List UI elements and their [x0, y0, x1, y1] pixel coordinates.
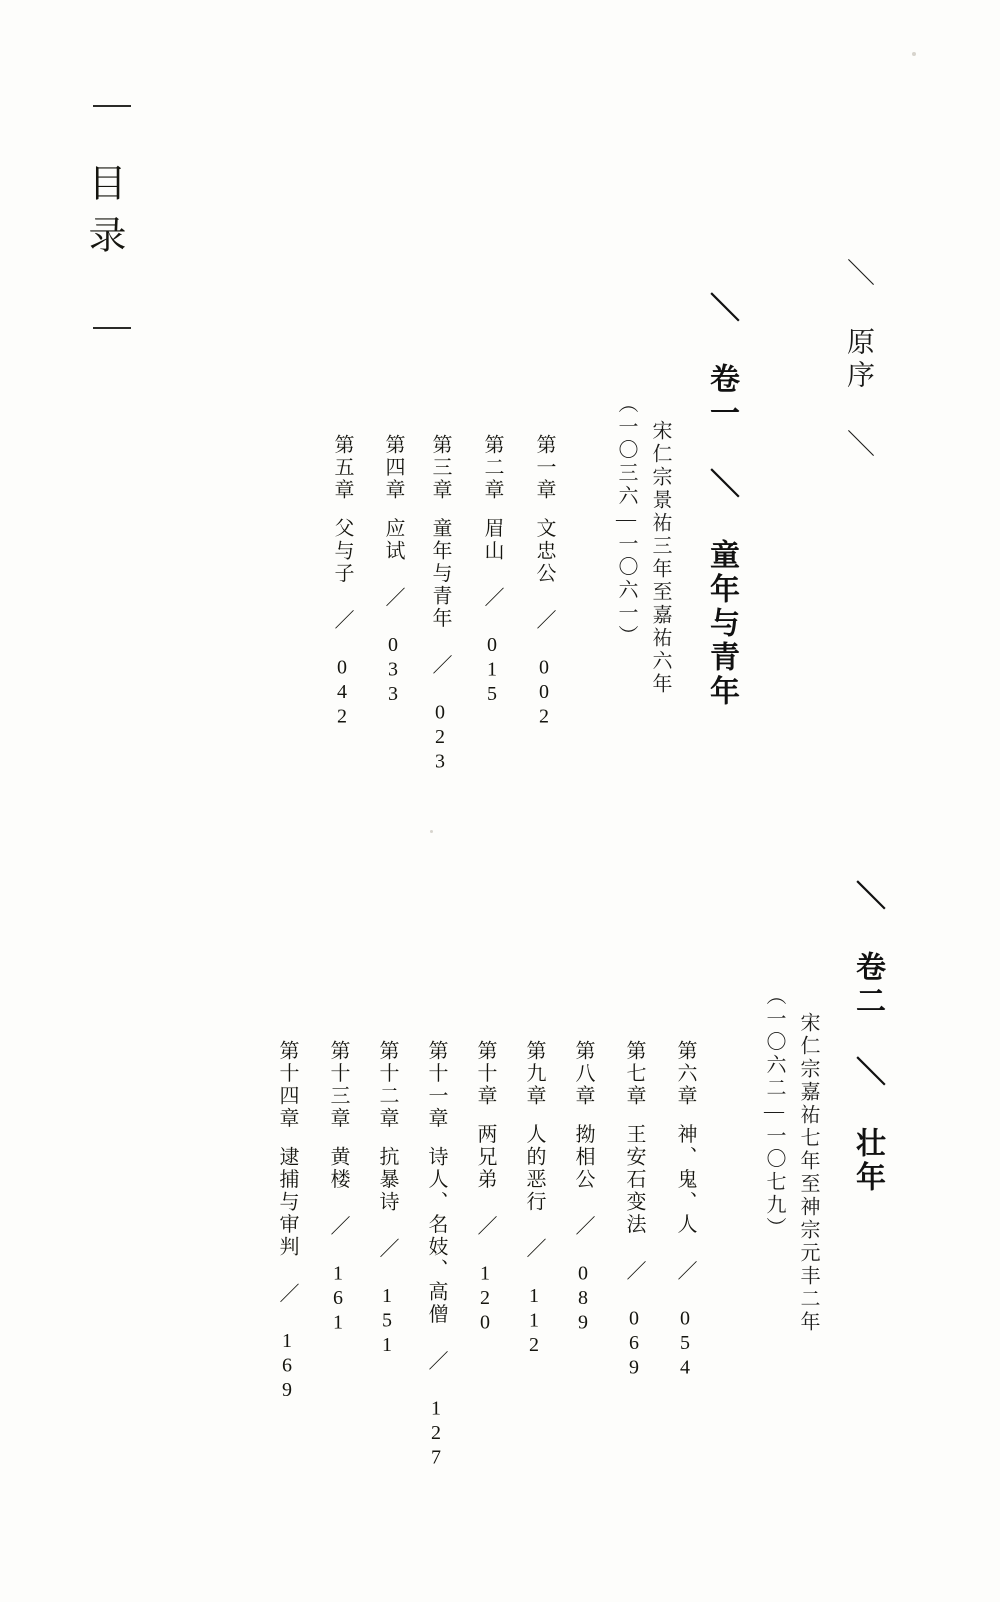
chapter-page: 033 — [382, 634, 404, 708]
toc-entry-preface[interactable]: ＼ 原序 ＼ — [843, 258, 874, 462]
chapter-number: 第十章 — [474, 1040, 496, 1108]
chapter-title: 人的恶行 — [523, 1123, 545, 1214]
toc-chapter-2[interactable] — [482, 434, 502, 708]
chapter-page: 002 — [533, 656, 555, 730]
chapter-number: 第八章 — [572, 1040, 594, 1108]
page-title: 目录 — [82, 163, 124, 267]
chapter-separator: ／ — [674, 1236, 696, 1308]
chapter-page: 069 — [623, 1307, 645, 1381]
chapter-separator: ／ — [382, 562, 404, 634]
chapter-separator: ／ — [533, 585, 555, 657]
chapter-separator: ／ — [623, 1236, 645, 1308]
scan-speck — [430, 830, 433, 833]
chapter-page: 169 — [276, 1330, 298, 1404]
chapter-title: 神、鬼、人 — [674, 1123, 696, 1236]
chapter-title: 诗人、名妓、高僧 — [425, 1146, 447, 1326]
title-rule-top — [93, 105, 131, 107]
toc-chapter-1[interactable] — [534, 434, 554, 730]
chapter-page: 042 — [331, 656, 353, 730]
chapter-page: 120 — [474, 1262, 496, 1336]
chapter-title: 拗相公 — [572, 1123, 594, 1191]
chapter-number: 第九章 — [523, 1040, 545, 1108]
volume-daterange-2: （一〇六二—一〇七九） — [763, 985, 785, 1240]
chapter-number: 第二章 — [481, 434, 503, 502]
chapter-title: 文忠公 — [533, 517, 555, 585]
chapter-number: 第三章 — [429, 434, 451, 502]
toc-chapter-8[interactable] — [573, 1040, 593, 1336]
chapter-page: 015 — [481, 634, 503, 708]
chapter-separator: ／ — [425, 1326, 447, 1398]
chapter-separator: ／ — [481, 562, 503, 634]
chapter-page: 151 — [376, 1285, 398, 1359]
chapter-separator: ／ — [523, 1213, 545, 1285]
chapter-title: 眉山 — [481, 517, 503, 563]
chapter-page: 023 — [429, 701, 451, 775]
chapter-separator: ／ — [474, 1191, 496, 1263]
volume-heading-2[interactable]: ＼ 卷二 ＼ 壮年 — [851, 880, 884, 1195]
chapter-title: 黄楼 — [327, 1146, 349, 1191]
toc-chapter-6[interactable] — [675, 1040, 695, 1381]
title-rule-bottom — [93, 327, 131, 329]
volume-subtitle-1: 宋仁宗景祐三年至嘉祐六年 — [649, 420, 671, 696]
chapter-number: 第十三章 — [327, 1040, 349, 1130]
toc-chapter-7[interactable] — [624, 1040, 644, 1381]
chapter-number: 第一章 — [533, 434, 555, 502]
chapter-title: 逮捕与审判 — [276, 1146, 298, 1259]
chapter-number: 第十二章 — [376, 1040, 398, 1130]
volume-subtitle-2: 宋仁宗嘉祐七年至神宗元丰二年 — [797, 1012, 819, 1334]
toc-chapter-5[interactable] — [332, 434, 352, 730]
toc-chapter-13[interactable] — [328, 1040, 348, 1336]
toc-chapter-14[interactable] — [277, 1040, 297, 1404]
chapter-title: 抗暴诗 — [376, 1146, 398, 1214]
chapter-number: 第十四章 — [276, 1040, 298, 1130]
chapter-separator: ／ — [572, 1191, 594, 1263]
toc-chapter-11[interactable] — [426, 1040, 446, 1471]
chapter-number: 第六章 — [674, 1040, 696, 1108]
volume-daterange-1: （一〇三六—一〇六一） — [615, 393, 637, 648]
toc-chapter-3[interactable] — [430, 434, 450, 775]
chapter-number: 第十一章 — [425, 1040, 447, 1130]
chapter-title: 应试 — [382, 517, 404, 563]
chapter-title: 父与子 — [331, 517, 353, 585]
chapter-page: 127 — [425, 1397, 447, 1471]
chapter-separator: ／ — [376, 1213, 398, 1285]
chapter-title: 童年与青年 — [429, 517, 451, 630]
toc-chapter-12[interactable] — [377, 1040, 397, 1359]
chapter-page: 054 — [674, 1307, 696, 1381]
chapter-separator: ／ — [276, 1258, 298, 1330]
chapter-page: 112 — [523, 1285, 545, 1359]
chapter-page: 161 — [327, 1262, 349, 1336]
chapter-title: 两兄弟 — [474, 1123, 496, 1191]
chapter-number: 第七章 — [623, 1040, 645, 1108]
toc-chapter-9[interactable] — [524, 1040, 544, 1359]
toc-chapter-10[interactable] — [475, 1040, 495, 1336]
chapter-title: 王安石变法 — [623, 1123, 645, 1236]
chapter-number: 第四章 — [382, 434, 404, 502]
chapter-separator: ／ — [331, 585, 353, 657]
page-title-block — [84, 105, 154, 329]
chapter-separator: ／ — [429, 630, 451, 702]
chapter-page: 089 — [572, 1262, 594, 1336]
chapter-number: 第五章 — [331, 434, 353, 502]
scan-speck — [912, 52, 916, 56]
chapter-separator: ／ — [327, 1191, 349, 1263]
volume-heading-1[interactable]: ＼ 卷一 ＼ 童年与青年 — [705, 292, 738, 709]
toc-chapter-4[interactable] — [383, 434, 403, 708]
